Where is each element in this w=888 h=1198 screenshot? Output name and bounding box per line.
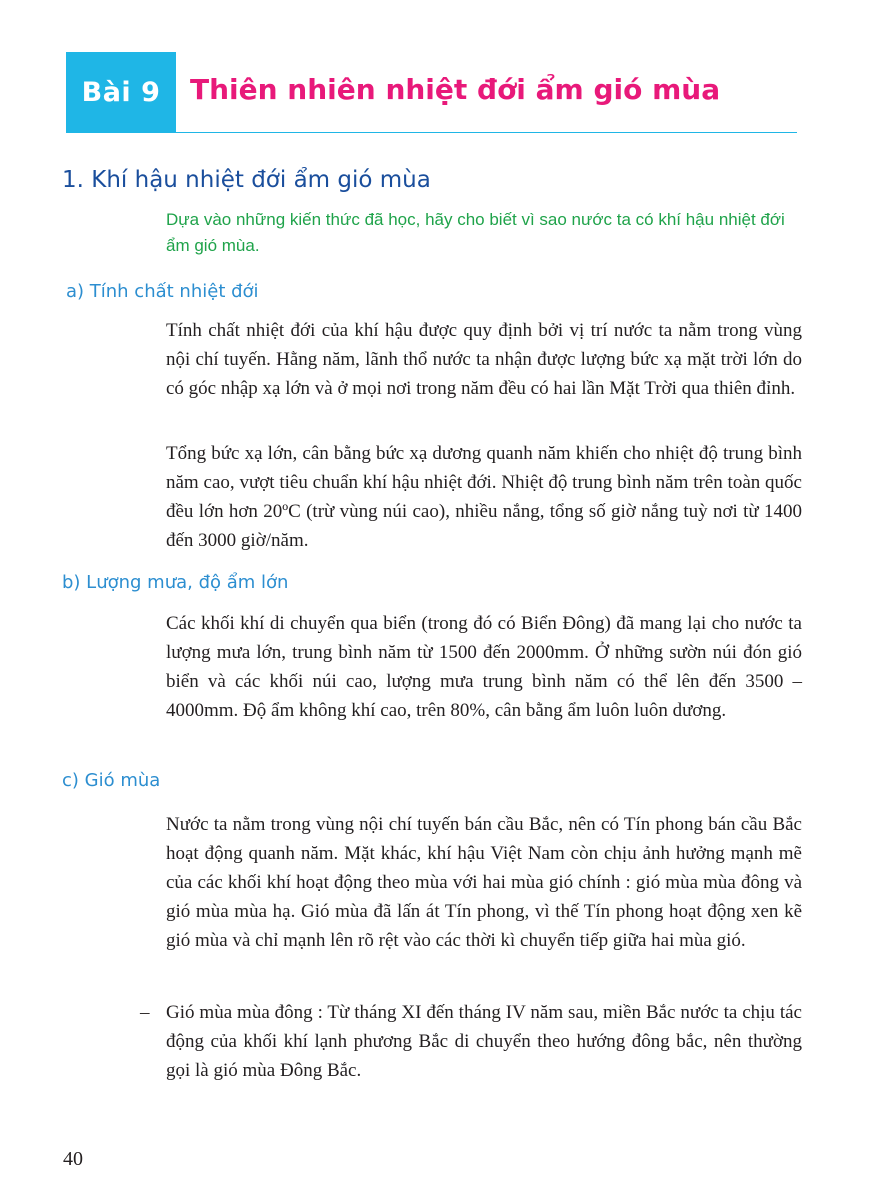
subsection-b-heading: b) Lượng mưa, độ ẩm lớn [62, 572, 289, 593]
lesson-label-box [66, 52, 176, 133]
page-number: 40 [63, 1148, 83, 1170]
header-divider [176, 132, 797, 133]
lesson-label: Bài 9 [81, 77, 161, 108]
section-1-question: Dựa vào những kiến thức đã học, hãy cho biết vì sao nước ta có khí hậu nhiệt đới ẩm gió mùa. [166, 210, 785, 255]
subsection-a-paragraph-1: Tính chất nhiệt đới của khí hậu được quy định bởi vị trí nước ta nằm trong vùng nội chí tuyến. Hằng năm, lãnh thổ nước ta nhận được lượng bức xạ mặt trời lớn do có góc nhập xạ lớn và ở mọi nơi trong năm đều có hai lần Mặt Trời qua thiên đỉnh. [166, 320, 802, 399]
subsection-a-heading: a) Tính chất nhiệt đới [66, 281, 259, 302]
subsection-b-paragraph-1: Các khối khí di chuyển qua biển (trong đó có Biển Đông) đã mang lại cho nước ta lượng mưa lớn, trung bình năm từ 1500 đến 2000mm. Ở những sườn núi đón gió biển và các khối núi cao, lượng mưa trung bình năm có thể lên đến 3500 – 4000mm. Độ ẩm không khí cao, trên 80%, cân bằng ẩm luôn luôn dương. [166, 613, 802, 721]
bullet-dash: – [140, 1002, 150, 1023]
lesson-title: Thiên nhiên nhiệt đới ẩm gió mùa [190, 73, 721, 106]
subsection-c-heading: c) Gió mùa [62, 770, 161, 791]
subsection-a-paragraph-2: Tổng bức xạ lớn, cân bằng bức xạ dương quanh năm khiến cho nhiệt độ trung bình năm cao, vượt tiêu chuẩn khí hậu nhiệt đới. Nhiệt độ trung bình năm trên toàn quốc đều lớn hơn 20ºC (trừ vùng núi cao), nhiều nắng, tổng số giờ nắng tuỳ nơi từ 1400 đến 3000 giờ/năm. [166, 443, 802, 551]
section-1-heading: 1. Khí hậu nhiệt đới ẩm gió mùa [62, 167, 431, 193]
subsection-c-paragraph-1: Nước ta nằm trong vùng nội chí tuyến bán cầu Bắc, nên có Tín phong bán cầu Bắc hoạt động quanh năm. Mặt khác, khí hậu Việt Nam còn chịu ảnh hưởng mạnh mẽ của các khối khí hoạt động theo mùa với hai mùa gió chính : gió mùa mùa đông và gió mùa mùa hạ. Gió mùa đã lấn át Tín phong, vì thế Tín phong hoạt động xen kẽ gió mùa và chỉ mạnh lên rõ rệt vào các thời kì chuyển tiếp giữa hai mùa gió. [166, 814, 802, 951]
subsection-c-bullet-1: Gió mùa mùa đông : Từ tháng XI đến tháng IV năm sau, miền Bắc nước ta chịu tác động của khối khí lạnh phương Bắc di chuyển theo hướng đông bắc, nên thường gọi là gió mùa Đông Bắc. [166, 1002, 802, 1081]
